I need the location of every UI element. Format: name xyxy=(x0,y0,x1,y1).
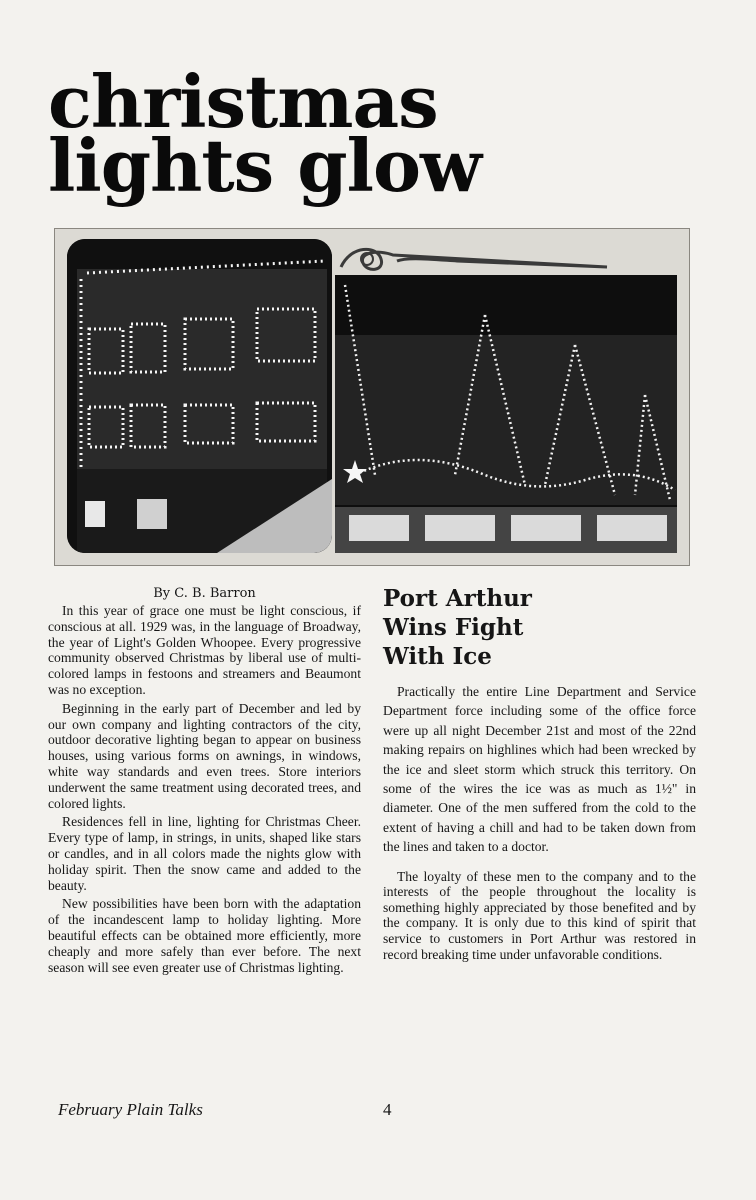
article-title-port-arthur xyxy=(383,584,683,671)
publication-name: February Plain Talks xyxy=(58,1100,203,1119)
headline-line-1: christmas xyxy=(48,59,438,144)
paragraph: Residences fell in line, lighting for Christmas Cheer. Every type of lamp, in strings, in units, shaped like stars or candles, and in all colors made the nights glow with holiday spirit. Then the snow came and added to the beauty. xyxy=(48,814,361,893)
paragraph: Beginning in the early part of December and led by our own company and lighting contractors of the city, outdoor decorative lighting began to appear on business houses, using various forms on awnings, in windows, white way standards and even trees. Store interiors underwent the same treatment using decorated trees, and colored lights. xyxy=(48,700,361,811)
scroll-ornament-icon xyxy=(337,239,617,275)
photo-storefront-festoons xyxy=(335,275,677,553)
title-line-2: Wins Fight xyxy=(383,614,524,641)
paragraph: The loyalty of these men to the company and to the interests of the people throughout the locality is something highly appreciated by those benefited and by the company. It is only due to this kind of spirit that service to customers in Port Arthur was restored in record breaking time under unfavorable conditions. xyxy=(383,868,696,962)
byline: By C. B. Barron xyxy=(153,586,256,601)
headline-line-2: lights glow xyxy=(48,123,481,208)
photo-building-lights xyxy=(67,239,332,553)
paragraph: New possibilities have been born with the adaptation of the incandescent lamp to holiday lighting. More beautiful effects can be obtained more efficiently, more cheaply and more safely than ever before. The next season will see even greater use of Christmas lighting. xyxy=(48,896,361,975)
paragraph: In this year of grace one must be light conscious, if conscious at all. 1929 was, in the language of Broadway, the year of Light's Golden Whoopee. Every progressive community observed Christmas by liberal use of multi-colored lamps in festoons and streamers and Beaumont was no exception. xyxy=(48,603,361,697)
headline xyxy=(48,59,508,208)
article-christmas-lights xyxy=(48,603,361,978)
photo-panel xyxy=(54,228,690,566)
title-line-3: With Ice xyxy=(383,643,492,670)
article-port-arthur xyxy=(383,682,696,974)
page-number: 4 xyxy=(383,1100,392,1119)
title-line-1: Port Arthur xyxy=(383,585,532,612)
paragraph: Practically the entire Line Department and Service Department force including some of the office force were up all night December 21st and most of the 22nd making repairs on highlines which had been wrecked by the ice and sleet storm which struck this territory. On some of the wires the ice was as much as 1½" in diameter. One of the men suffered from the cold to the extent of having a chill and had to be taken down from the lines and taken to a doctor. xyxy=(383,684,696,855)
